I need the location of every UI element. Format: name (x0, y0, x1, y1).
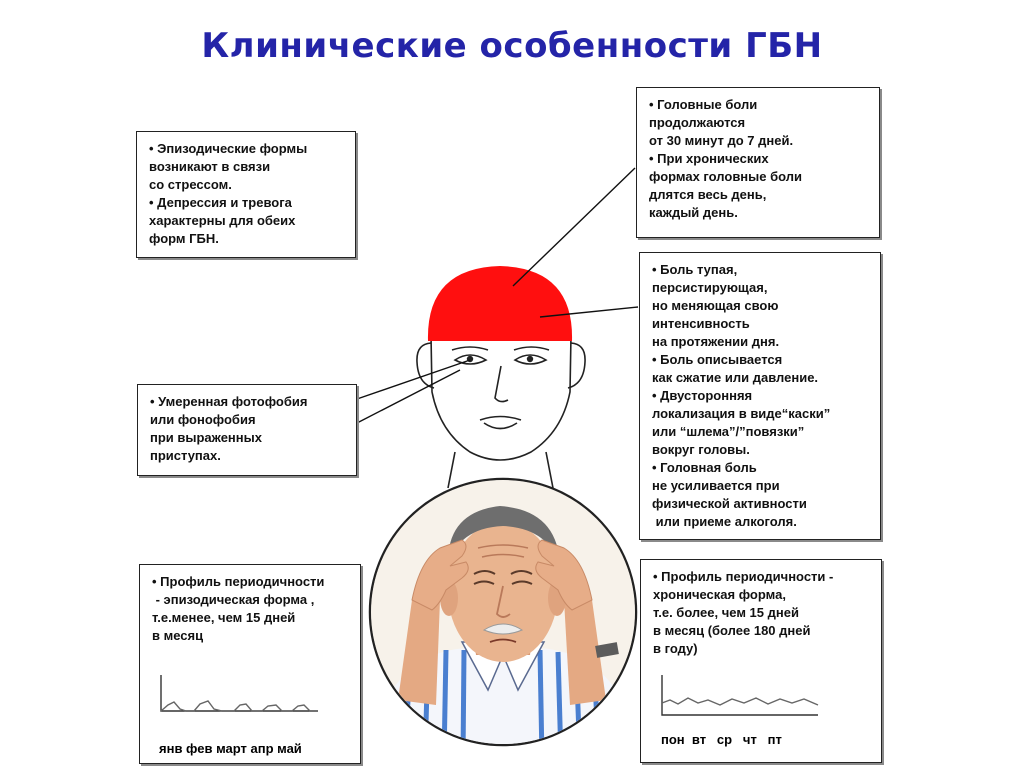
text-line: • Боль описывается (652, 352, 783, 367)
text-line: форм ГБН. (149, 231, 219, 246)
text-line: со стрессом. (149, 177, 232, 192)
box-photophobia (137, 384, 357, 476)
right-pupil (527, 356, 533, 362)
weekdays-axis-labels: пон вт ср чт пт (661, 732, 782, 747)
text-line: интенсивность (652, 316, 750, 331)
text-line: • Профиль периодичности - (653, 569, 834, 584)
months-axis-labels: янв фев март апр май (159, 741, 302, 756)
text-line: характерны для обеих (149, 213, 296, 228)
text-line: вокруг головы. (652, 442, 750, 457)
text-line: или “шлема”/”повязки” (652, 424, 805, 439)
text-line: • Боль тупая, (652, 262, 738, 277)
text-line: возникают в связи (149, 159, 271, 174)
box-pain-character (639, 252, 881, 540)
text-line: • Головные боли (649, 97, 758, 112)
text-line: в месяц (152, 628, 204, 643)
text-line: персистирующая, (652, 280, 768, 295)
text-line: - эпизодическая форма , (152, 592, 315, 607)
box-episodic-stress (136, 131, 356, 258)
headache-illustration (360, 470, 650, 760)
text-line: • Профиль периодичности (152, 574, 325, 589)
text-line: хроническая форма, (653, 587, 786, 602)
text-line: т.е.менее, чем 15 дней (152, 610, 296, 625)
text-line: или фонофобия (150, 412, 256, 427)
text-line: локализация в виде“каски” (652, 406, 831, 421)
text-line: т.е. более, чем 15 дней (653, 605, 799, 620)
text-line: в месяц (более 180 дней (653, 623, 811, 638)
text-line: • При хронических (649, 151, 769, 166)
headache-zone (428, 266, 572, 341)
text-line: • Депрессия и тревога (149, 195, 292, 210)
text-line: приступах. (150, 448, 221, 463)
text-line: в году) (653, 641, 698, 656)
text-line: • Эпизодические формы (149, 141, 308, 156)
box-episodic-profile (139, 564, 361, 764)
text-line: от 30 минут до 7 дней. (649, 133, 794, 148)
text-line: или приеме алкоголя. (652, 514, 797, 529)
text-line: при выраженных (150, 430, 262, 445)
text-line: каждый день. (649, 205, 738, 220)
box-duration (636, 87, 880, 238)
text-line: длятся весь день, (649, 187, 767, 202)
text-line: физической активности (652, 496, 807, 511)
text-line: не усиливается при (652, 478, 780, 493)
text-line: • Умеренная фотофобия (150, 394, 308, 409)
text-line: как сжатие или давление. (652, 370, 819, 385)
page-title: Клинические особенности ГБН (201, 26, 823, 66)
text-line: но меняющая свою (652, 298, 779, 313)
text-line: формах головные боли (649, 169, 803, 184)
text-line: продолжаются (649, 115, 746, 130)
text-line: • Головная боль (652, 460, 757, 475)
text-line: на протяжении дня. (652, 334, 780, 349)
head-diagram (417, 335, 585, 488)
text-line: • Двусторонняя (652, 388, 753, 403)
